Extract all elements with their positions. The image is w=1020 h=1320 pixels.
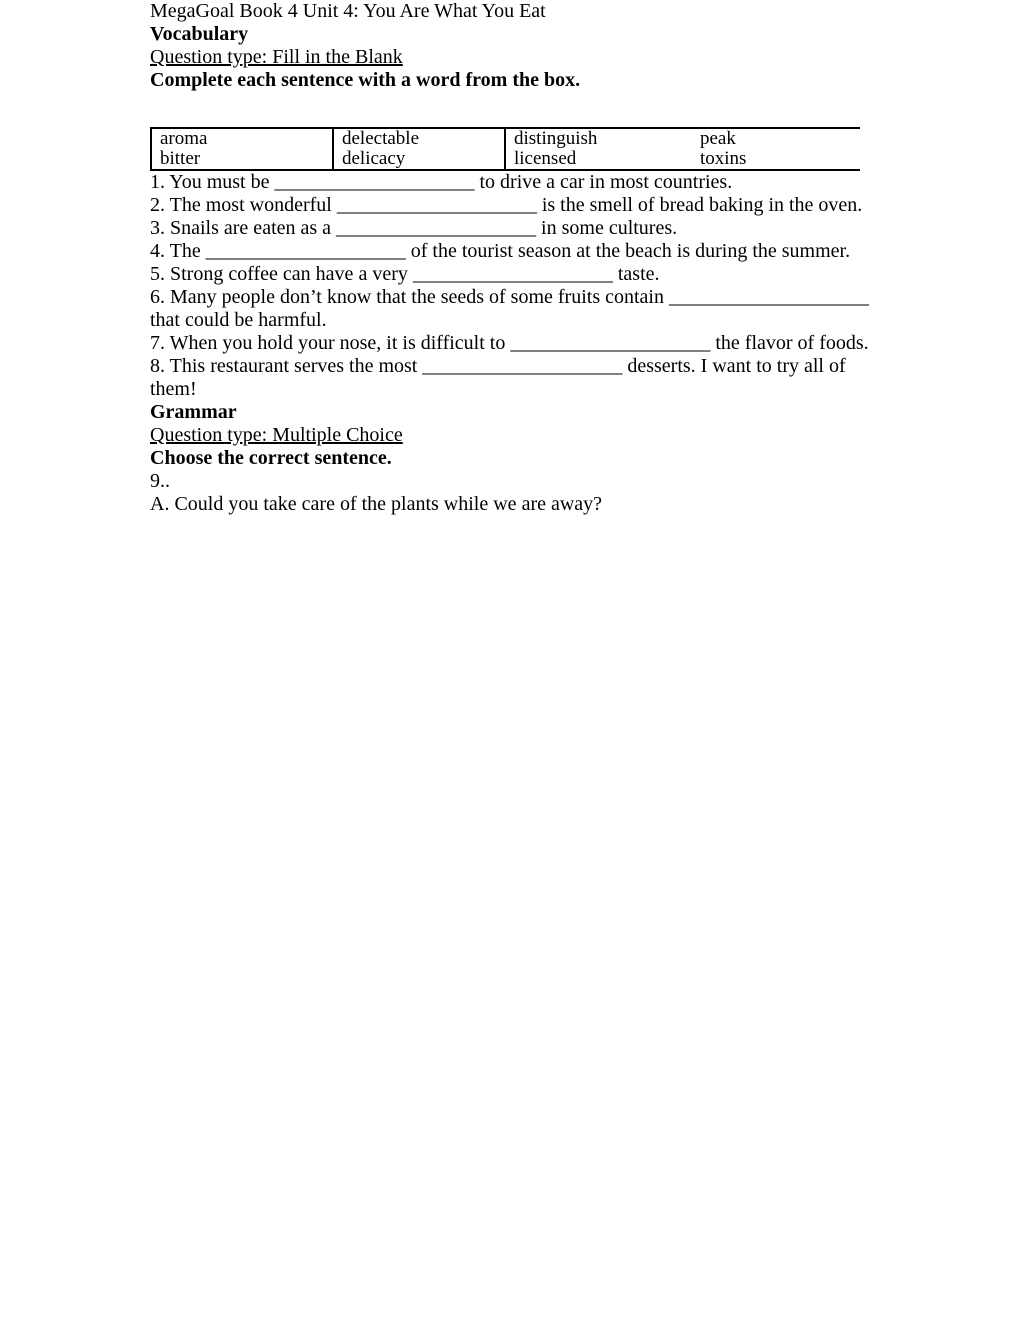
fill-blank-sentence-7	[150, 332, 880, 355]
sentence-text: to drive a car in most countries.	[474, 171, 733, 193]
grammar-instructions: Choose the correct sentence.	[150, 447, 392, 469]
word-box-column-2	[334, 129, 506, 169]
sentence-text: 5. Strong coffee can have a very	[150, 263, 413, 285]
blank-line: ____________________	[510, 332, 711, 354]
word-box-word: toxins	[700, 148, 747, 169]
blank-line: ____________________	[274, 171, 475, 193]
word-box-word: bitter	[160, 148, 201, 169]
vocabulary-instructions: Complete each sentence with a word from the box.	[150, 69, 581, 91]
word-box-word: delectable	[342, 128, 420, 149]
vocabulary-heading: Vocabulary	[150, 23, 249, 45]
sentence-text: 8. This restaurant serves the most	[150, 355, 423, 377]
blank-line: ____________________	[412, 263, 613, 285]
word-box-word: distinguish	[514, 128, 598, 149]
fill-blank-sentence-5	[150, 263, 880, 286]
blank-line: ____________________	[668, 286, 869, 308]
vocabulary-question-type: Question type: Fill in the Blank	[150, 46, 403, 68]
blank-line: ____________________	[336, 194, 537, 216]
sentence-text: the flavor of foods.	[710, 332, 869, 354]
blank-line: ____________________	[336, 217, 537, 239]
fill-blank-sentence-6	[150, 286, 880, 332]
grammar-heading: Grammar	[150, 401, 237, 423]
fill-blank-sentence-1	[150, 171, 880, 194]
word-box	[150, 127, 860, 171]
word-box-column-3	[506, 129, 860, 169]
sentence-text: 4. The	[150, 240, 206, 262]
sentence-text: 7. When you hold your nose, it is difficult to	[150, 332, 511, 354]
grammar-question-9	[150, 470, 880, 516]
grammar-question-type: Question type: Multiple Choice	[150, 424, 403, 446]
word-box-column-1	[152, 129, 334, 169]
sentence-text: in some cultures.	[536, 217, 678, 239]
blank-line: ____________________	[205, 240, 406, 262]
sentence-text: 1. You must be	[150, 171, 275, 193]
document-title: MegaGoal Book 4 Unit 4: You Are What You Eat	[150, 0, 546, 22]
word-box-word: peak	[700, 128, 736, 149]
option-a: A. Could you take care of the plants while we are away?	[150, 493, 603, 515]
word-box-word: delicacy	[342, 148, 406, 169]
fill-blank-sentence-8	[150, 355, 880, 401]
word-box-word: licensed	[514, 148, 577, 169]
word-box-subcolumn-b	[700, 129, 860, 169]
fill-blank-sentence-4	[150, 240, 880, 263]
sentence-text: 3. Snails are eaten as a	[150, 217, 337, 239]
sentence-text: taste.	[612, 263, 660, 285]
word-box-word: aroma	[160, 128, 208, 149]
sentence-text: 2. The most wonderful	[150, 194, 337, 216]
sentence-text: is the smell of bread baking in the oven.	[536, 194, 863, 216]
question-number: 9..	[150, 470, 170, 492]
word-box-subcolumn-a	[514, 129, 700, 169]
fill-blank-sentence-3	[150, 217, 880, 240]
sentence-text: that could be harmful.	[150, 309, 327, 331]
sentence-text: desserts. I want to try all of them!	[150, 355, 846, 400]
blank-line: ____________________	[422, 355, 623, 377]
sentence-text: of the tourist season at the beach is during the summer.	[405, 240, 851, 262]
fill-blank-sentence-2	[150, 194, 880, 217]
sentence-text: 6. Many people don’t know that the seeds of some fruits contain	[150, 286, 669, 308]
